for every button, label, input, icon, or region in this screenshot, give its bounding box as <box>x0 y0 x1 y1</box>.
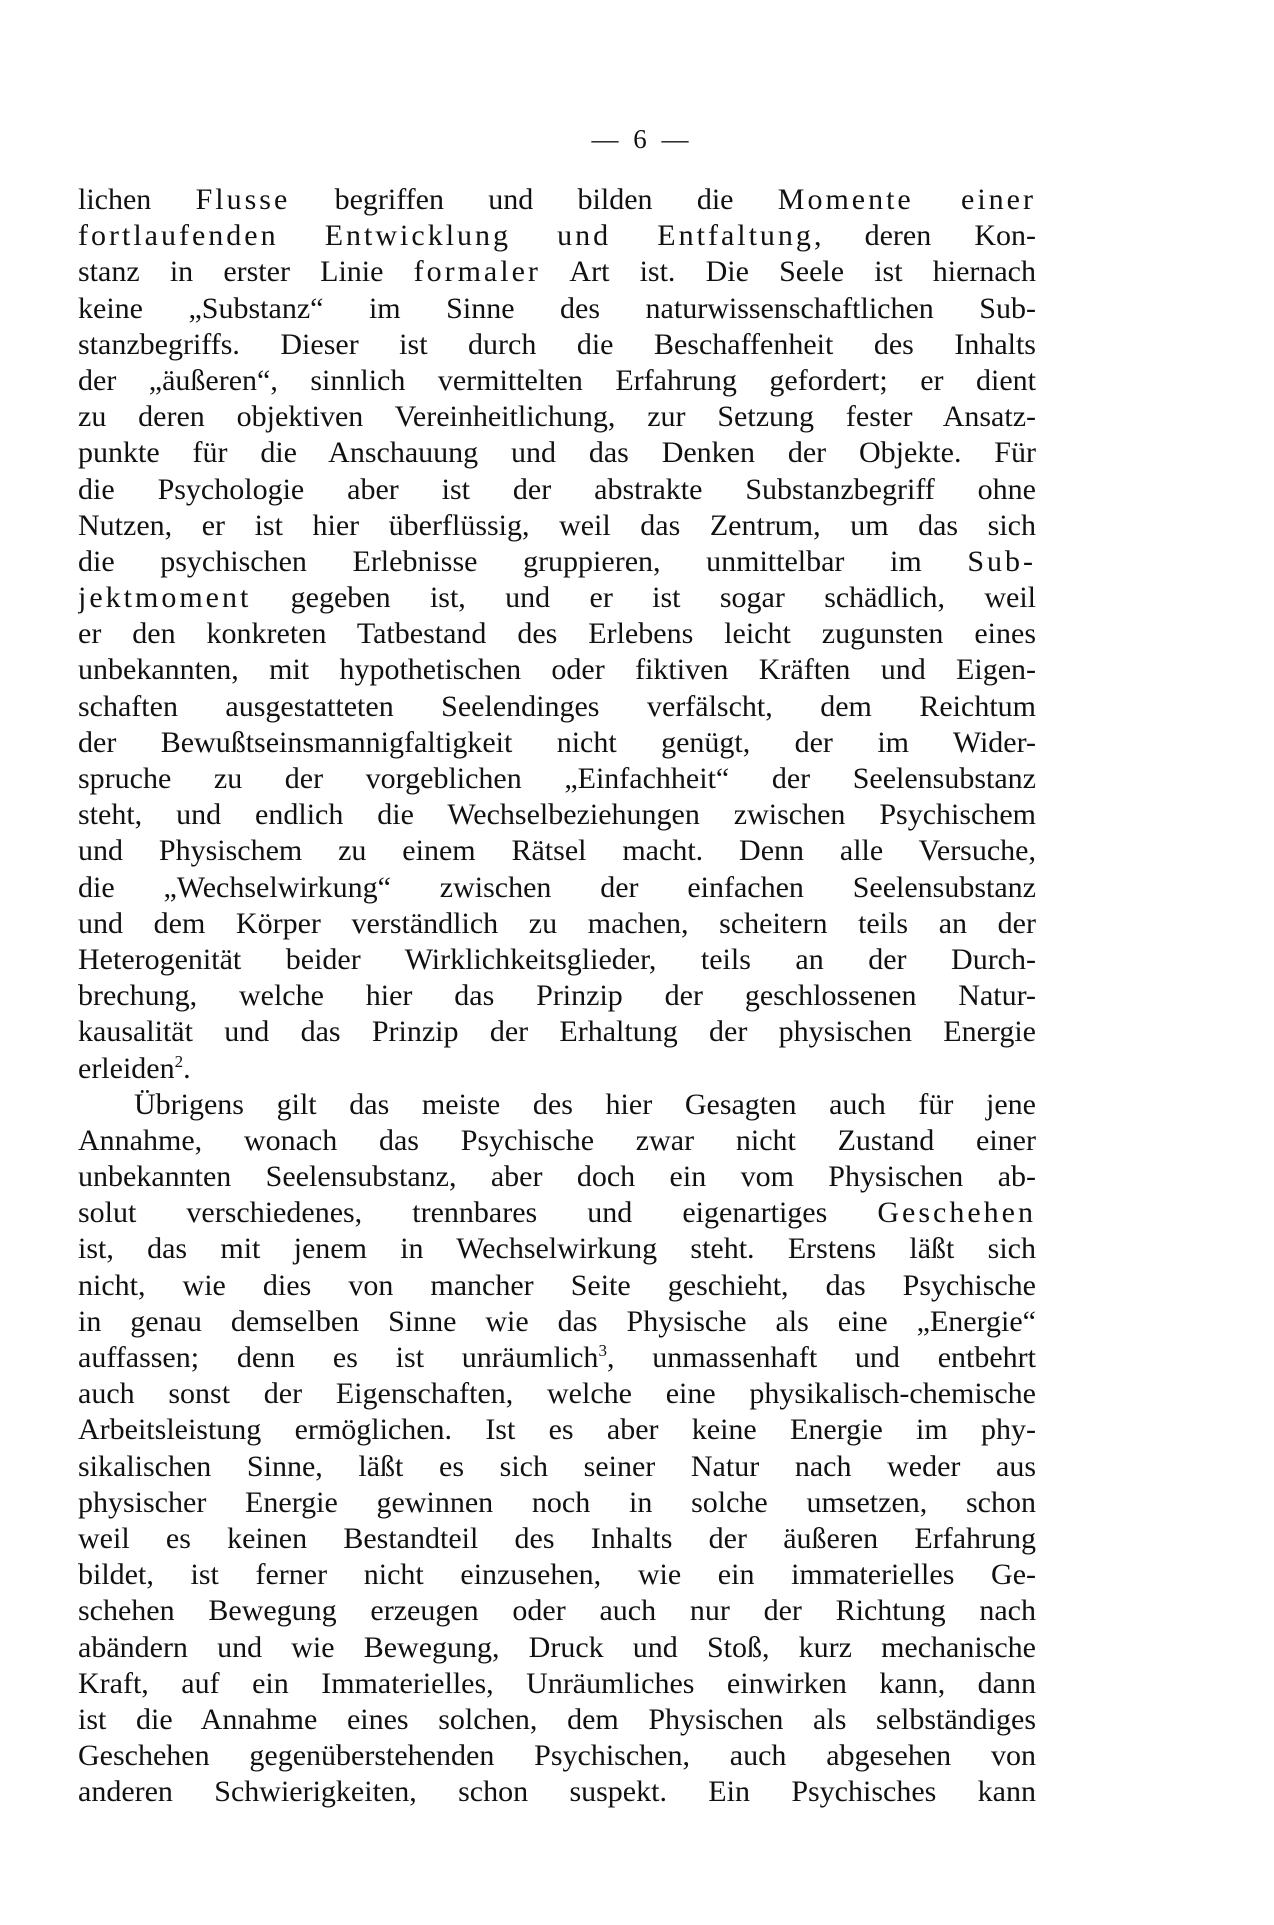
text-segment: keine „Substanz“ im Sinne des naturwissenschaftlichen Sub- <box>78 291 1036 325</box>
spaced-emphasis: formaler <box>413 255 541 289</box>
text-segment: kausalität und das Prinzip der Erhaltung der physischen Energie <box>78 1015 1036 1049</box>
text-line <box>78 399 1036 435</box>
text-segment: anderen Schwierigkeiten, schon suspekt. Ein Psychisches kann <box>78 1775 1036 1809</box>
text-line <box>78 797 1036 833</box>
text-line <box>78 327 1036 363</box>
text-line <box>78 1123 1036 1159</box>
spaced-emphasis: Flusse <box>195 183 291 216</box>
text-line <box>78 1557 1036 1593</box>
text-segment: Heterogenität beider Wirklichkeitsglieder, teils an der Durch- <box>78 942 1036 976</box>
text-line <box>78 942 1036 978</box>
text-segment: ist die Annahme eines solchen, dem Physischen als selbständiges <box>78 1702 1036 1736</box>
text-segment: und dem Körper verständlich zu machen, scheitern teils an der <box>78 906 1036 940</box>
page-number: — 6 — <box>591 124 693 154</box>
text-line <box>78 1304 1036 1340</box>
text-line <box>78 1412 1036 1448</box>
text-line <box>78 689 1036 725</box>
paragraph-2 <box>78 1087 1036 1811</box>
text-segment: punkte für die Anschauung und das Denken der Objekte. Für <box>78 436 1036 470</box>
text-segment: Arbeitsleistung ermöglichen. Ist es aber keine Energie im phy- <box>78 1413 1036 1447</box>
text-segment: der Bewußtseinsmannigfaltigkeit nicht genügt, der im Wider- <box>78 725 1036 759</box>
spaced-emphasis: Momente einer <box>777 183 1036 216</box>
text-segment: Kraft, auf ein Immaterielles, Unräumliches einwirken kann, dann <box>78 1666 1036 1700</box>
text-line <box>78 580 1036 616</box>
text-segment: nicht, wie dies von mancher Seite geschieht, das Psychische <box>78 1268 1036 1302</box>
text-segment: spruche zu der vorgeblichen „Einfachheit“ der Seelensubstanz <box>78 762 1036 795</box>
text-segment: er den konkreten Tatbestand des Erlebens leicht zugunsten eines <box>78 617 1036 651</box>
text-segment: schaften ausgestatteten Seelendinges verfälscht, dem Reichtum <box>78 689 1036 723</box>
text-line <box>78 1521 1036 1557</box>
spaced-emphasis: fortlaufenden Entwicklung und Entfaltung <box>78 219 814 253</box>
text-line <box>78 1774 1036 1810</box>
text-segment: auch sonst der Eigenschaften, welche eine physikalisch-chemische <box>78 1377 1036 1411</box>
text-line <box>78 363 1036 399</box>
footnote-marker: 2 <box>174 1051 184 1071</box>
text-line <box>78 833 1036 869</box>
text-line <box>78 870 1036 906</box>
text-segment: und Physischem zu einem Rätsel macht. Denn alle Versuche, <box>78 834 1036 868</box>
spaced-emphasis: Geschehen <box>877 1196 1036 1230</box>
text-segment: Übrigens gilt das meiste des hier Gesagten auch für jene <box>134 1087 1036 1121</box>
text-line <box>78 1376 1036 1412</box>
text-line <box>78 1702 1036 1738</box>
text-line <box>78 1231 1036 1267</box>
text-segment: , deren Kon- <box>813 219 1036 253</box>
text-line <box>78 1630 1036 1666</box>
text-segment: der „äußeren“, sinnlich vermittelten Erfahrung gefordert; er dient <box>78 363 1036 397</box>
text-segment: bildet, ist ferner nicht einzusehen, wie ein immaterielles Ge- <box>78 1558 1036 1592</box>
text-line <box>78 1485 1036 1521</box>
text-segment: steht, und endlich die Wechselbeziehungen zwischen Psychischem <box>78 798 1036 832</box>
text-segment: abändern und wie Bewegung, Druck und Stoß, kurz mechanische <box>78 1630 1036 1664</box>
text-line <box>78 544 1036 580</box>
text-segment: die psychischen Erlebnisse gruppieren, unmittelbar im <box>78 544 968 578</box>
text-line <box>78 1051 1036 1087</box>
text-line <box>78 761 1036 797</box>
footnote-marker: 3 <box>598 1341 607 1360</box>
text-line <box>78 254 1036 290</box>
text-segment: , unmassenhaft und entbehrt <box>606 1341 1036 1374</box>
spaced-emphasis: jektmoment <box>78 581 252 615</box>
text-segment: erleiden <box>78 1051 175 1085</box>
text-segment: in genau demselben Sinne wie das Physische als eine „Energie“ <box>78 1304 1036 1338</box>
text-segment: solut verschiedenes, trennbares und eigenartiges <box>78 1196 878 1230</box>
text-line <box>78 1268 1036 1304</box>
text-line <box>78 1195 1036 1231</box>
text-segment: auffassen; denn es ist unräumlich <box>78 1341 599 1374</box>
text-segment: unbekannten, mit hypothetischen oder fiktiven Kräften und Eigen- <box>78 653 1036 687</box>
text-segment: unbekannten Seelensubstanz, aber doch ein vom Physischen ab- <box>78 1160 1036 1194</box>
text-line <box>78 1449 1036 1485</box>
text-segment: . <box>183 1051 191 1085</box>
text-line <box>78 291 1036 327</box>
text-line <box>78 1159 1036 1195</box>
text-segment: die Psychologie aber ist der abstrakte Substanzbegriff ohne <box>78 472 1036 506</box>
text-segment: die „Wechselwirkung“ zwischen der einfachen Seelensubstanz <box>78 870 1036 904</box>
text-segment: sikalischen Sinne, läßt es sich seiner Natur nach weder aus <box>78 1449 1036 1483</box>
text-segment: physischer Energie gewinnen noch in solche umsetzen, schon <box>78 1485 1036 1519</box>
text-segment: Art ist. Die Seele ist hiernach <box>540 255 1036 289</box>
text-line <box>78 1593 1036 1629</box>
text-line <box>78 978 1036 1014</box>
text-line <box>78 435 1036 471</box>
text-line <box>78 472 1036 508</box>
text-segment: stanz in erster Linie <box>78 255 414 289</box>
text-line <box>78 218 1036 254</box>
text-segment: lichen <box>78 183 196 216</box>
text-segment: ist, das mit jenem in Wechselwirkung steht. Erstens läßt sich <box>78 1232 1036 1266</box>
paragraph-1 <box>78 182 1036 1087</box>
text-line <box>78 616 1036 652</box>
text-segment: gegeben ist, und er ist sogar schädlich, weil <box>251 581 1036 615</box>
spaced-emphasis: Sub- <box>967 544 1036 578</box>
text-line <box>78 1014 1036 1050</box>
text-segment: schehen Bewegung erzeugen oder auch nur der Richtung nach <box>78 1594 1036 1628</box>
text-segment: Annahme, wonach das Psychische zwar nicht Zustand einer <box>78 1123 1036 1157</box>
text-segment: Geschehen gegenüberstehenden Psychischen, auch abgesehen von <box>78 1739 1036 1773</box>
text-segment: stanzbegriffs. Dieser ist durch die Beschaffenheit des Inhalts <box>78 327 1036 361</box>
text-line <box>78 1087 1036 1123</box>
text-segment: Nutzen, er ist hier überflüssig, weil das Zentrum, um das sich <box>78 508 1036 542</box>
body-text <box>78 182 1036 1810</box>
text-line <box>78 1666 1036 1702</box>
text-segment: begriffen und bilden die <box>290 183 778 216</box>
text-line <box>78 508 1036 544</box>
text-line <box>78 906 1036 942</box>
text-line <box>78 1738 1036 1774</box>
text-segment: zu deren objektiven Vereinheitlichung, zur Setzung fester Ansatz- <box>78 400 1036 434</box>
text-segment: weil es keinen Bestandteil des Inhalts der äußeren Erfahrung <box>78 1521 1036 1555</box>
text-line <box>78 1340 1036 1376</box>
text-line <box>78 652 1036 688</box>
text-line <box>78 182 1036 218</box>
text-segment: brechung, welche hier das Prinzip der geschlossenen Natur- <box>78 979 1036 1013</box>
text-line <box>78 725 1036 761</box>
